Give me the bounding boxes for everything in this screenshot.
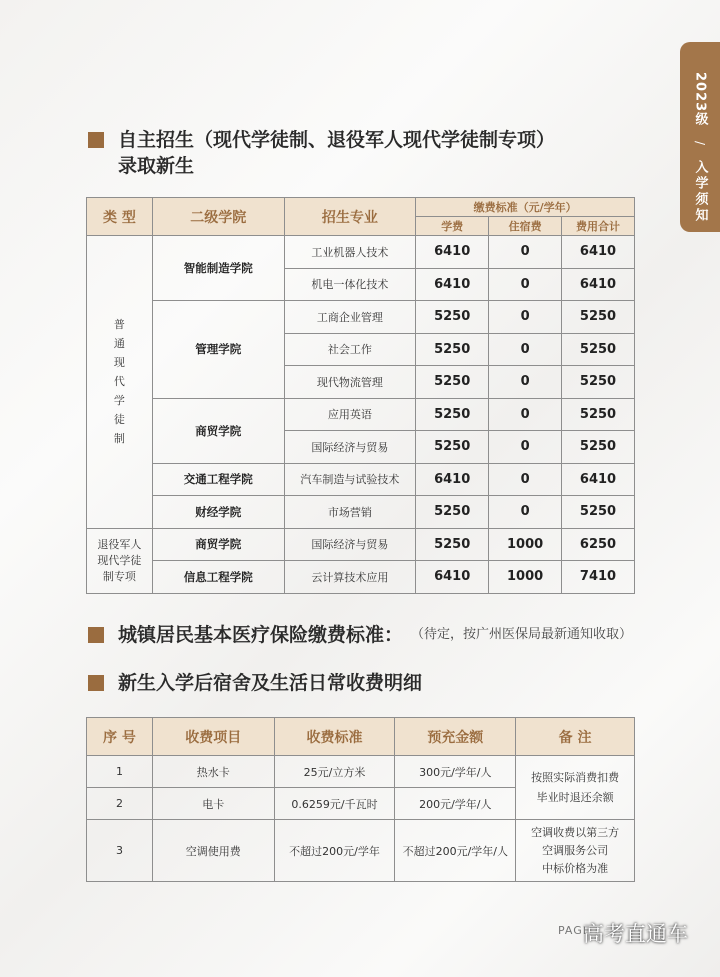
major-cell: 工商企业管理 [284,301,416,334]
side-tab [680,42,720,232]
tuition-cell: 5250 [416,366,489,399]
dorm-cell: 0 [489,333,562,366]
major-cell: 社会工作 [284,333,416,366]
tuition-cell: 5250 [416,333,489,366]
type-veteran: 退役军人 现代学徒 制专项 [87,528,153,593]
major-cell: 应用英语 [284,398,416,431]
section2-note: （待定，按广州医保局最新通知收取） [411,627,633,642]
major-cell: 市场营销 [284,496,416,529]
dorm-cell: 0 [489,463,562,496]
item-cell: 电卡 [152,788,274,820]
major-cell: 机电一体化技术 [284,268,416,301]
section-marker-icon [88,627,104,643]
dorm-cell: 0 [489,268,562,301]
header-college: 二级学院 [152,198,284,236]
major-cell: 国际经济与贸易 [284,528,416,561]
college-cell: 商贸学院 [152,398,284,463]
type-regular: 普 通 现 代 学 徒 制 [87,236,153,529]
header-fee-standard: 缴费标准（元/学年） [416,198,635,217]
college-cell: 商贸学院 [152,528,284,561]
header-type: 类 型 [87,198,153,236]
living-cost-table [86,717,635,882]
header-remark: 备 注 [516,718,635,756]
header-tuition: 学费 [416,217,489,236]
section1-heading [88,127,555,179]
total-cell: 6410 [562,463,635,496]
remark-cell: 按照实际消费扣费 毕业时退还余额 [516,756,635,820]
total-cell: 6410 [562,236,635,269]
prepay-cell: 200元/学年/人 [395,788,516,820]
dorm-cell: 0 [489,236,562,269]
total-cell: 5250 [562,366,635,399]
major-cell: 云计算技术应用 [284,561,416,594]
major-cell: 工业机器人技术 [284,236,416,269]
section2-title: 城镇居民基本医疗保险缴费标准： [118,624,404,646]
header-dorm: 住宿费 [489,217,562,236]
section-marker-icon [88,675,104,691]
item-cell: 空调使用费 [152,820,274,882]
tuition-cell: 5250 [416,528,489,561]
no-cell: 2 [87,788,153,820]
dorm-cell: 1000 [489,528,562,561]
dorm-cell: 0 [489,366,562,399]
header-total: 费用合计 [562,217,635,236]
college-cell: 智能制造学院 [152,236,284,301]
dorm-cell: 0 [489,496,562,529]
section-marker-icon [88,132,104,148]
tuition-cell: 6410 [416,268,489,301]
header-standard: 收费标准 [274,718,395,756]
dorm-cell: 0 [489,398,562,431]
tuition-cell: 5250 [416,431,489,464]
no-cell: 3 [87,820,153,882]
tuition-cell: 6410 [416,236,489,269]
tuition-cell: 5250 [416,301,489,334]
prepay-cell: 300元/学年/人 [395,756,516,788]
total-cell: 5250 [562,398,635,431]
major-cell: 国际经济与贸易 [284,431,416,464]
section1-title-line2: 录取新生 [118,155,195,177]
section3-heading [88,670,422,696]
tuition-cell: 5250 [416,496,489,529]
no-cell: 1 [87,756,153,788]
total-cell: 5250 [562,496,635,529]
side-tab-year: 2023级 [692,72,708,127]
total-cell: 7410 [562,561,635,594]
total-cell: 5250 [562,301,635,334]
total-cell: 6410 [562,268,635,301]
page-label: PAGE [558,924,591,937]
college-cell: 交通工程学院 [152,463,284,496]
college-cell: 管理学院 [152,301,284,399]
item-cell: 热水卡 [152,756,274,788]
remark-cell: 空调收费以第三方 空调服务公司 中标价格为准 [516,820,635,882]
tuition-cell: 5250 [416,398,489,431]
section2-heading [88,622,632,648]
tuition-cell: 6410 [416,463,489,496]
total-cell: 5250 [562,333,635,366]
standard-cell: 0.6259元/千瓦时 [274,788,395,820]
college-cell: 财经学院 [152,496,284,529]
side-tab-label: 入学须知 [692,160,708,225]
college-cell: 信息工程学院 [152,561,284,594]
side-tab-slash: / [692,141,707,146]
watermark: 高考直通车 [583,922,688,946]
tuition-table [86,197,635,594]
header-prepay: 预充金额 [395,718,516,756]
total-cell: 6250 [562,528,635,561]
section1-title-line1: 自主招生（现代学徒制、退役军人现代学徒制专项） [118,129,556,151]
header-major: 招生专业 [284,198,416,236]
standard-cell: 25元/立方米 [274,756,395,788]
dorm-cell: 0 [489,301,562,334]
major-cell: 现代物流管理 [284,366,416,399]
section3-title: 新生入学后宿舍及生活日常收费明细 [118,672,423,694]
prepay-cell: 不超过200元/学年/人 [395,820,516,882]
major-cell: 汽车制造与试验技术 [284,463,416,496]
standard-cell: 不超过200元/学年 [274,820,395,882]
dorm-cell: 1000 [489,561,562,594]
header-item: 收费项目 [152,718,274,756]
tuition-cell: 6410 [416,561,489,594]
dorm-cell: 0 [489,431,562,464]
total-cell: 5250 [562,431,635,464]
header-no: 序 号 [87,718,153,756]
